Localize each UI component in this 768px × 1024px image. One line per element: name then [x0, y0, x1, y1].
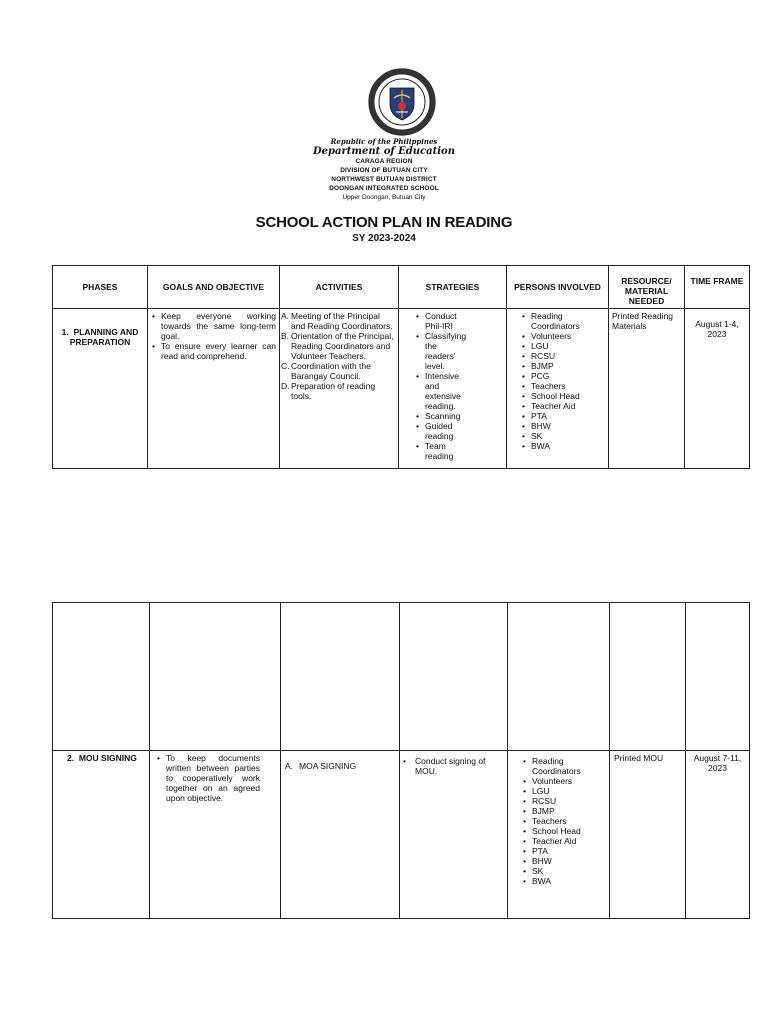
list-marker: A.	[281, 311, 290, 321]
phase-cell	[53, 309, 148, 469]
goals-list	[156, 753, 260, 803]
school-year: SY 2023-2024	[352, 233, 416, 244]
list-item: • BJMP	[521, 361, 605, 371]
phase-number: 2.	[67, 753, 75, 763]
list-item: • Keep everyone working towards the same long-term goal.	[151, 311, 276, 341]
list-item: • Conduct signing of MOU.	[402, 756, 504, 776]
list-item: • BHW	[521, 421, 605, 431]
list-item: • Team reading	[415, 441, 466, 461]
strategies-cell	[400, 751, 508, 919]
col-header-strategies: STRATEGIES	[399, 266, 507, 309]
persons-list	[521, 311, 605, 451]
list-item: • Teacher Aid	[521, 401, 605, 411]
list-item: • LGU	[522, 786, 606, 796]
action-plan-table-continued	[52, 602, 750, 919]
list-item: • Teachers	[521, 381, 605, 391]
table-row	[53, 751, 750, 919]
list-item: • PCG	[521, 371, 605, 381]
strategies-list	[402, 756, 504, 776]
list-item: • PTA	[521, 411, 605, 421]
goals-list	[151, 311, 276, 361]
time-frame-cell: August 1-4, 2023	[685, 309, 750, 469]
col-header-activities: ACTIVITIES	[280, 266, 399, 309]
empty-cell	[53, 603, 150, 751]
list-marker: C.	[281, 361, 290, 371]
list-item: • Conduct Phil-IRI	[415, 311, 466, 331]
empty-cell	[610, 603, 686, 751]
activities-list	[281, 311, 395, 401]
activity-text: Meeting of the Principal and Reading Coordinators.	[291, 311, 393, 331]
activity-text: Orientation of the Principal, Reading Coordinators and Volunteer Teachers.	[291, 331, 394, 361]
activity-text: MOA SIGNING	[299, 761, 357, 771]
list-item	[281, 361, 395, 381]
strategies-list	[415, 311, 466, 461]
list-item: • PTA	[522, 846, 606, 856]
region-line: CARAGA REGION	[355, 158, 413, 165]
list-item: • Teachers	[522, 816, 606, 826]
list-item	[281, 311, 395, 331]
empty-cell	[281, 603, 400, 751]
activity-text: Preparation of reading tools.	[291, 381, 376, 401]
resource-cell: Printed MOU	[610, 751, 686, 919]
list-item: • BWA	[521, 441, 605, 451]
list-item: • RCSU	[521, 351, 605, 361]
list-item: • To keep documents written between parties to cooperatively work together on an agreed upon objective.	[156, 753, 260, 803]
department-line: Department of Education	[313, 146, 455, 157]
list-item: • School Head	[522, 826, 606, 836]
school-line: DOONGAN INTEGRATED SCHOOL	[329, 185, 439, 192]
list-item: • BWA	[522, 876, 606, 886]
phase-label: MOU SIGNING	[78, 753, 137, 763]
activities-cell	[280, 309, 399, 469]
activities-list	[285, 761, 396, 771]
district-line: NORTHWEST BUTUAN DISTRICT	[331, 176, 437, 183]
table-header-row	[53, 266, 750, 309]
time-frame-cell: August 7-11, 2023	[686, 751, 750, 919]
document-title: SCHOOL ACTION PLAN IN READING	[255, 214, 513, 231]
empty-cell	[150, 603, 281, 751]
list-item: • Volunteers	[521, 331, 605, 341]
table-row-empty	[53, 603, 750, 751]
list-item: • Reading Coordinators	[522, 756, 606, 776]
list-item	[285, 761, 396, 771]
col-header-persons: PERSONS INVOLVED	[507, 266, 609, 309]
col-header-goals: GOALS AND OBJECTIVE	[148, 266, 280, 309]
list-item: • SK	[521, 431, 605, 441]
action-plan-table	[52, 265, 750, 469]
list-item	[281, 381, 395, 401]
activity-text: Coordination with the Barangay Council.	[291, 361, 371, 381]
list-item: • Volunteers	[522, 776, 606, 786]
division-line: DIVISION OF BUTUAN CITY	[340, 167, 428, 174]
list-item: • LGU	[521, 341, 605, 351]
list-item: • Classifying the readers' level.	[415, 331, 466, 371]
list-item: • RCSU	[522, 796, 606, 806]
empty-cell	[686, 603, 750, 751]
empty-cell	[508, 603, 610, 751]
resource-cell: Printed Reading Materials	[609, 309, 685, 469]
col-header-resource: RESOURCE/ MATERIAL NEEDED	[609, 266, 685, 309]
table-row	[53, 309, 750, 469]
list-item: • BJMP	[522, 806, 606, 816]
goals-cell	[148, 309, 280, 469]
list-item	[281, 331, 395, 361]
list-item: • Intensive and extensive reading.	[415, 371, 466, 411]
goals-cell	[150, 751, 281, 919]
list-item: • Teacher Aid	[522, 836, 606, 846]
list-item: • School Head	[521, 391, 605, 401]
list-item: • Scanning	[415, 411, 466, 421]
list-item: • Reading Coordinators	[521, 311, 605, 331]
address-line: Upper Doongan, Butuan City	[342, 194, 426, 201]
phase-label: PLANNING AND PREPARATION	[69, 327, 139, 347]
activities-cell	[281, 751, 400, 919]
deped-seal-logo	[368, 68, 436, 136]
list-item: • SK	[522, 866, 606, 876]
phase-number: 1.	[61, 327, 69, 337]
list-item: • Guided reading	[415, 421, 466, 441]
list-marker: B.	[281, 331, 290, 341]
col-header-phases: PHASES	[53, 266, 148, 309]
list-item: • To ensure every learner can read and comprehend.	[151, 341, 276, 361]
list-marker: A.	[285, 761, 294, 771]
strategies-cell	[399, 309, 507, 469]
republic-line: Republic of the Philippines	[330, 137, 438, 146]
persons-cell	[507, 309, 609, 469]
persons-cell	[508, 751, 610, 919]
list-item: • BHW	[522, 856, 606, 866]
phase-cell	[53, 751, 150, 919]
empty-cell	[400, 603, 508, 751]
col-header-time-frame: TIME FRAME	[685, 266, 750, 309]
persons-list	[522, 756, 606, 886]
list-marker: D.	[281, 381, 290, 391]
